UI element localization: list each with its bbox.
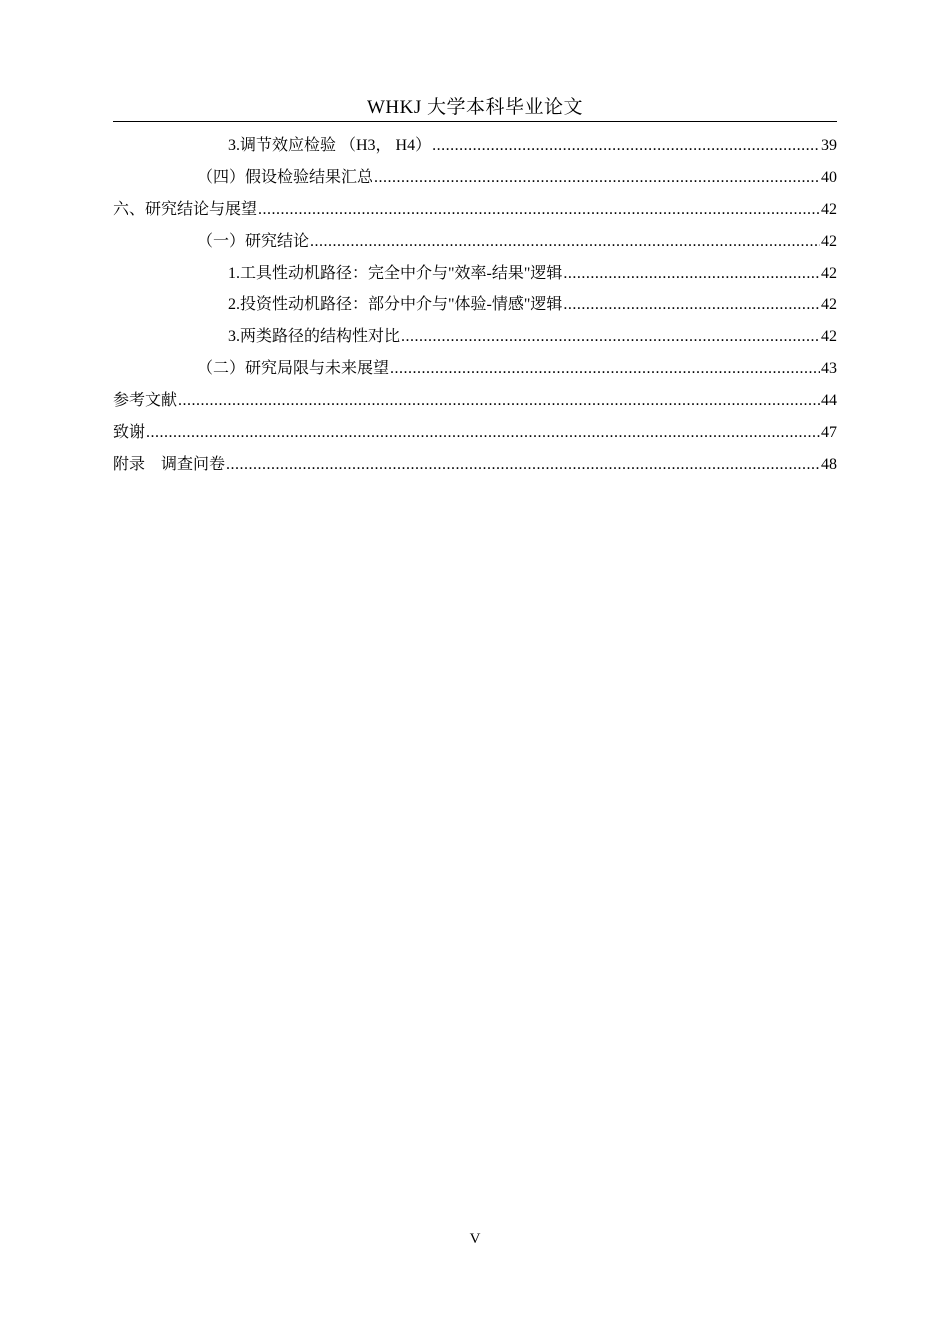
- toc-entry-label: 3.两类路径的结构性对比: [228, 328, 401, 346]
- toc-entry-research-conclusion[interactable]: [113, 229, 837, 261]
- toc-entry-page: 47: [821, 424, 837, 442]
- toc-entry-label: 参考文献: [113, 392, 178, 410]
- toc-dot-leader: [563, 292, 820, 318]
- toc-entry-page: 48: [821, 455, 837, 473]
- toc-entry-label: （二）研究局限与未来展望: [197, 360, 390, 378]
- header-title: WHKJ 大学本科毕业论文: [366, 97, 584, 118]
- toc-entry-investment-path[interactable]: [113, 292, 837, 324]
- toc-entry-label: 1.工具性动机路径：完全中介与"效率-结果"逻辑: [228, 264, 563, 282]
- page-footer: [0, 1229, 950, 1249]
- toc-entry-page: 42: [821, 264, 837, 282]
- toc-entry-moderation-test[interactable]: [113, 133, 837, 165]
- toc-entry-limitations-outlook[interactable]: [113, 356, 837, 388]
- toc-dot-leader: [146, 420, 820, 446]
- toc-entry-label: 2.投资性动机路径：部分中介与"体验-情感"逻辑: [228, 296, 563, 314]
- toc-entry-page: 44: [821, 392, 837, 410]
- toc-entry-label: （四）假设检验结果汇总: [197, 168, 374, 186]
- toc-dot-leader: [563, 261, 820, 287]
- toc-entry-page: 43: [821, 360, 837, 378]
- toc-entry-label: 六、研究结论与展望: [113, 200, 258, 218]
- toc-entry-instrumental-path[interactable]: [113, 261, 837, 293]
- toc-dot-leader: [401, 324, 820, 350]
- toc-dot-leader: [374, 165, 820, 191]
- toc-entry-page: 42: [821, 328, 837, 346]
- toc-entry-structural-comparison[interactable]: [113, 324, 837, 356]
- toc-entry-page: 42: [821, 232, 837, 250]
- toc-entry-conclusion-chapter[interactable]: [113, 197, 837, 229]
- toc-dot-leader: [258, 197, 820, 223]
- toc-dot-leader: [178, 388, 820, 414]
- toc-dot-leader: [432, 133, 820, 159]
- toc-entry-appendix-questionnaire[interactable]: [113, 452, 837, 484]
- toc-entry-hypothesis-summary[interactable]: [113, 165, 837, 197]
- toc-dot-leader: [390, 356, 820, 382]
- toc-entry-references[interactable]: [113, 388, 837, 420]
- toc-entry-page: 42: [821, 200, 837, 218]
- toc-entry-label: 3.调节效应检验 （H3， H4）: [228, 137, 432, 154]
- page-header: [113, 94, 837, 122]
- toc-entry-label: （一）研究结论: [197, 232, 310, 250]
- toc-dot-leader: [310, 229, 820, 255]
- toc-entry-label: 附录 调查问卷: [113, 455, 226, 473]
- toc-entry-label: 致谢: [113, 424, 146, 442]
- table-of-contents: [113, 133, 837, 484]
- toc-entry-page: 42: [821, 296, 837, 314]
- page-number: V: [469, 1231, 481, 1247]
- toc-dot-leader: [226, 452, 820, 478]
- toc-entry-page: 39: [821, 137, 837, 154]
- toc-entry-page: 40: [821, 168, 837, 186]
- toc-entry-acknowledgements[interactable]: [113, 420, 837, 452]
